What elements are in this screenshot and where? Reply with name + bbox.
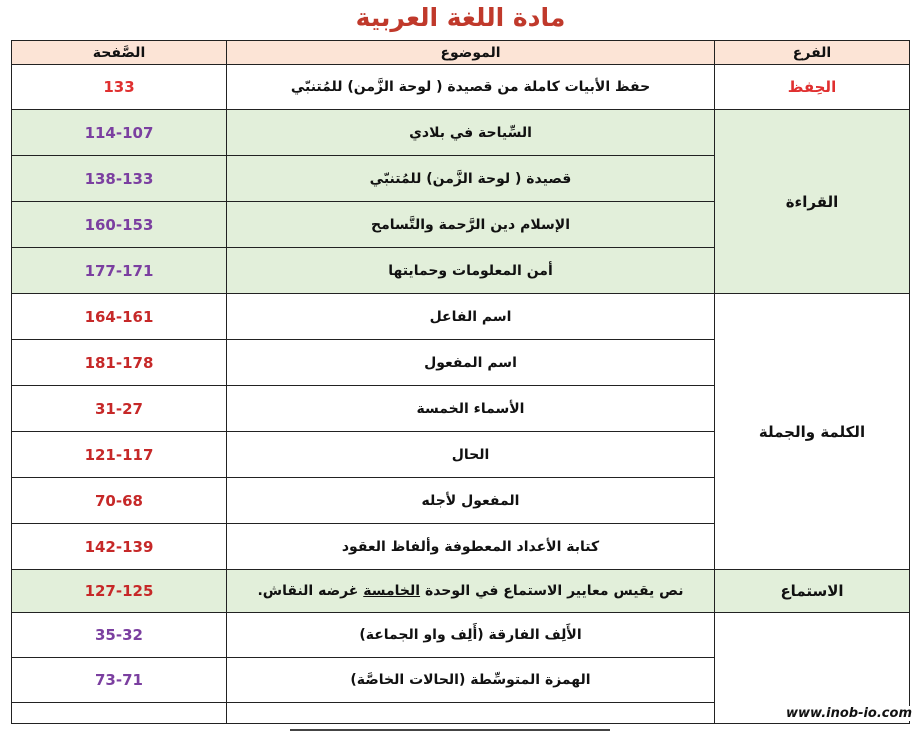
topic-text-after: غرضه النقاش. (257, 583, 359, 599)
topic-cell: اسم المفعول (227, 340, 715, 386)
table-row (12, 294, 910, 340)
page-cell: 114-107 (12, 110, 227, 156)
topic-cell: كتابة الأعداد المعطوفة وألفاظ العقود (227, 524, 715, 570)
page-cell: 35-32 (12, 613, 227, 658)
branch-kalima: الكلمة والجملة (715, 294, 910, 570)
topic-cell: السِّياحة في بلادي (227, 110, 715, 156)
page-cell: 181-178 (12, 340, 227, 386)
page-cell: 142-139 (12, 524, 227, 570)
topic-text-before: نص يقيس معايير الاستماع في الوحدة (424, 583, 684, 599)
header-topic: الموضوع (227, 41, 715, 65)
page-cell: 121-117 (12, 432, 227, 478)
branch-qiraa: القراءة (715, 110, 910, 294)
page-title: مادة اللغة العربية (355, 3, 566, 32)
topic-cell: الإسلام دين الرَّحمة والتَّسامح (227, 202, 715, 248)
topic-cell: أمن المعلومات وحمايتها (227, 248, 715, 294)
topic-cell: الأسماء الخمسة (227, 386, 715, 432)
page-cell: 138-133 (12, 156, 227, 202)
table-row (12, 570, 910, 613)
topic-cell (227, 703, 715, 724)
table-row (12, 65, 910, 110)
page-cell: 31-27 (12, 386, 227, 432)
table-row (12, 613, 910, 658)
header-branch: الفرع (715, 41, 910, 65)
bottom-rule (290, 729, 610, 731)
topic-cell: المفعول لأجله (227, 478, 715, 524)
topic-text-underlined: الخامسة (363, 583, 421, 599)
topic-cell: اسم الفاعل (227, 294, 715, 340)
topic-cell: الهمزة المتوسِّطة (الحالات الخاصَّة) (227, 658, 715, 703)
syllabus-table (11, 40, 910, 724)
branch-hifz: الحِفظ (715, 65, 910, 110)
topic-cell: الأَلِف الفارقة (أَلِف واو الجماعة) (227, 613, 715, 658)
topic-cell: الحال (227, 432, 715, 478)
branch-istima: الاستماع (715, 570, 910, 613)
table-header-row (12, 41, 910, 65)
topic-cell: حفظ الأبيات كاملة من قصيدة ( لوحة الزَّمن) للمُتنبّي (227, 65, 715, 110)
page-cell: 127-125 (12, 570, 227, 613)
page-cell: 164-161 (12, 294, 227, 340)
watermark: www.inob-io.com (783, 706, 915, 721)
page-cell: 70-68 (12, 478, 227, 524)
topic-cell: قصيدة ( لوحة الزَّمن) للمُتنبّي (227, 156, 715, 202)
page-cell: 73-71 (12, 658, 227, 703)
page-cell (12, 703, 227, 724)
table-row (12, 110, 910, 156)
page-cell: 177-171 (12, 248, 227, 294)
topic-cell (227, 570, 715, 613)
page-cell: 133 (12, 65, 227, 110)
page-cell: 160-153 (12, 202, 227, 248)
header-page: الصَّفحة (12, 41, 227, 65)
